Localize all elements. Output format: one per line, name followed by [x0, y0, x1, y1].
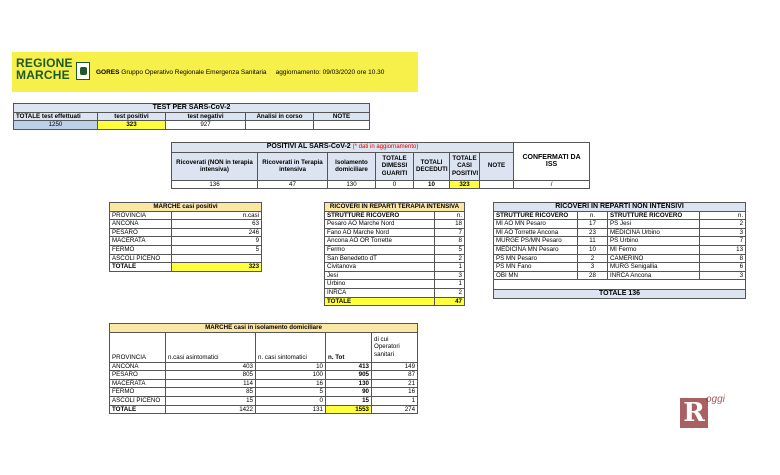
iso-total-tot: 1553 [326, 405, 372, 414]
ni-a: MURGE PS/MN Pesaro [494, 237, 578, 246]
ni-b: MI Fermo [608, 245, 700, 254]
val-ricoverati-non-ti: 136 [172, 180, 258, 189]
table-row [494, 245, 746, 254]
ti-val: 7 [435, 228, 465, 237]
val-note-pos [480, 180, 514, 189]
val-confermati: / [514, 180, 590, 189]
table-row [494, 237, 746, 246]
positivi-title: POSITIVI AL SARS-CoV-2 [266, 143, 351, 150]
ni-b: PS Jesi [608, 220, 700, 229]
val-dimessi: 0 [376, 180, 414, 189]
ni-an: 2 [578, 254, 608, 263]
iso-sint: 100 [256, 371, 326, 380]
regione-emblem-icon [76, 62, 90, 80]
th-ricoverati-non-ti: Ricoverati (NON in terapia intensiva) [172, 152, 258, 180]
ni-bn: 6 [700, 263, 746, 272]
iso-name: ANCONA [110, 362, 166, 371]
iso-tot: 90 [326, 388, 372, 397]
val-casi-positivi: 323 [450, 180, 480, 189]
table-row [494, 228, 746, 237]
ni-a: PS MN Fano [494, 263, 578, 272]
cp-val: 246 [172, 228, 262, 237]
th-test-negativi: test negativi [166, 112, 246, 121]
ni-bn: 3 [700, 228, 746, 237]
ti-total-value: 47 [435, 297, 465, 306]
table-row [110, 362, 418, 371]
cp-total-value: 323 [172, 263, 262, 272]
th-confermati: CONFERMATI DA ISS [514, 143, 590, 181]
update-value: 09/03/2020 ore 10.30 [322, 69, 385, 76]
iso-sint: 16 [256, 379, 326, 388]
ti-name: Civitanova [325, 263, 435, 272]
cp-val: 9 [172, 237, 262, 246]
ni-a: PS MN Pesaro [494, 254, 578, 263]
logo-line-1: REGIONE [16, 56, 73, 70]
ni-an: 17 [578, 220, 608, 229]
val-test-positivi: 323 [98, 121, 166, 130]
ti-title: RICOVERI IN REPARTI TERAPIA INTENSIVA [325, 203, 465, 212]
casi-positivi-title: MARCHE casi positivi [110, 203, 262, 212]
regione-marche-logo [16, 56, 90, 88]
table-row [110, 379, 418, 388]
iso-op: 16 [372, 388, 418, 397]
cp-prov: ASCOLI PICENO [110, 254, 172, 263]
ti-name: Fano AO Marche Nord [325, 228, 435, 237]
ti-name: Fermo [325, 245, 435, 254]
table-row [494, 271, 746, 280]
ti-val: 1 [435, 280, 465, 289]
iso-name: PESARO [110, 371, 166, 380]
ti-name: Pesaro AO Marche Nord [325, 220, 435, 229]
test-table [13, 103, 370, 130]
iso-name: FERMO [110, 388, 166, 397]
table-row [110, 371, 418, 380]
iso-total-op: 274 [372, 405, 418, 414]
ti-col-strutture: STRUTTURE RICOVERO [325, 211, 435, 220]
table-row [110, 220, 262, 229]
iso-op: 21 [372, 379, 418, 388]
iso-op: 1 [372, 396, 418, 405]
table-row [110, 396, 418, 405]
iso-col-sint: n. casi sintomatici [256, 332, 326, 362]
ni-an: 3 [578, 263, 608, 272]
ti-total-label: TOTALE [325, 297, 435, 306]
table-row [325, 254, 465, 263]
table-row [110, 388, 418, 397]
th-totale-test: TOTALE test effettuati [14, 112, 98, 121]
cp-val: 5 [172, 245, 262, 254]
th-isolamento: Isolamento domiciliare [328, 152, 376, 180]
ni-a: MEDICINA MN Pesaro [494, 245, 578, 254]
table-row [110, 254, 262, 263]
table-row [325, 288, 465, 297]
ni-b: CAMERINO [608, 254, 700, 263]
table-row [325, 271, 465, 280]
cp-prov: PESARO [110, 228, 172, 237]
ti-name: San Benedetto dT [325, 254, 435, 263]
cp-prov: ANCONA [110, 220, 172, 229]
ti-name: INRCA [325, 288, 435, 297]
iso-col-provincia: PROVINCIA [110, 332, 166, 362]
table-row [325, 263, 465, 272]
ti-val: 1 [435, 263, 465, 272]
terapia-intensiva-table [324, 202, 465, 306]
iso-col-tot: n. Tot [326, 332, 372, 362]
th-casi-positivi: TOTALE CASI POSITIVI [450, 152, 480, 180]
ni-a: MI AO MN Pesaro [494, 220, 578, 229]
iso-sint: 0 [256, 396, 326, 405]
table-row [325, 228, 465, 237]
ni-title: RICOVERI IN REPARTI NON INTENSIVI [494, 203, 746, 212]
table-row [325, 280, 465, 289]
th-deceduti: TOTALI DECEDUTI [414, 152, 450, 180]
iso-asint: 114 [166, 379, 256, 388]
ni-col-n-a: n. [578, 211, 608, 220]
ni-b: MURG Senigallia [608, 263, 700, 272]
cp-val [172, 254, 262, 263]
ni-a: MI AO Torrette Ancona [494, 228, 578, 237]
cp-prov: FERMO [110, 245, 172, 254]
iso-col-op: di cui Operatori sanitari [372, 332, 418, 362]
iso-sint: 5 [256, 388, 326, 397]
val-analisi [246, 121, 314, 130]
ni-b: MEDICINA Urbino [608, 228, 700, 237]
test-table-title: TEST PER SARS-CoV-2 [14, 104, 370, 113]
ni-an: 28 [578, 271, 608, 280]
table-row [325, 237, 465, 246]
ni-an: 11 [578, 237, 608, 246]
ni-bn: 3 [700, 271, 746, 280]
iso-tot: 130 [326, 379, 372, 388]
ti-val: 8 [435, 237, 465, 246]
cp-prov: MACERATA [110, 237, 172, 246]
val-deceduti: 10 [414, 180, 450, 189]
iso-asint: 403 [166, 362, 256, 371]
casi-positivi-table [109, 202, 262, 272]
iso-op: 87 [372, 371, 418, 380]
table-row [325, 245, 465, 254]
iso-tot: 905 [326, 371, 372, 380]
ni-bn: 13 [700, 245, 746, 254]
iso-tot: 413 [326, 362, 372, 371]
isolamento-table [109, 323, 418, 414]
th-note: NOTE [314, 112, 370, 121]
table-row [494, 254, 746, 263]
iso-name: MACERATA [110, 379, 166, 388]
watermark-letter: R [680, 398, 708, 428]
ti-name: Jesi [325, 271, 435, 280]
iso-total-sint: 131 [256, 405, 326, 414]
ti-val: 18 [435, 220, 465, 229]
table-row [494, 263, 746, 272]
ni-b: INRCA Ancona [608, 271, 700, 280]
iso-total-asint: 1422 [166, 405, 256, 414]
org-name: GORES [96, 69, 120, 76]
non-intensivi-table [493, 202, 746, 299]
th-note-pos: NOTE [480, 152, 514, 180]
update-label: aggiornamento: [275, 69, 321, 76]
roggi-watermark [676, 392, 730, 440]
watermark-sup: oggi [706, 394, 725, 405]
ni-b: PS Urbino [608, 237, 700, 246]
table-row [494, 220, 746, 229]
ni-col-strutture-b: STRUTTURE RICOVERO [608, 211, 700, 220]
ti-val: 5 [435, 245, 465, 254]
positivi-table [171, 142, 590, 189]
ni-col-strutture-a: STRUTTURE RICOVERO [494, 211, 578, 220]
ni-total: TOTALE 136 [494, 290, 746, 299]
iso-asint: 85 [166, 388, 256, 397]
iso-total-name: TOTALE [110, 405, 166, 414]
org-desc: Gruppo Operativo Regionale Emergenza Sanitaria [121, 69, 267, 76]
ni-bn: 2 [700, 220, 746, 229]
iso-asint: 15 [166, 396, 256, 405]
table-row [325, 220, 465, 229]
cp-col-provincia: PROVINCIA [110, 211, 172, 220]
val-ricoverati-ti: 47 [258, 180, 328, 189]
iso-tot: 15 [326, 396, 372, 405]
th-test-positivi: test positivi [98, 112, 166, 121]
iso-col-asint: n.casi asintomatici [166, 332, 256, 362]
positivi-title-note: (* dati in aggiornamento) [352, 144, 419, 150]
val-isolamento: 130 [328, 180, 376, 189]
header-banner [12, 52, 418, 92]
logo-line-2: MARCHE [16, 68, 70, 82]
iso-sint: 10 [256, 362, 326, 371]
iso-name: ASCOLI PICENO [110, 396, 166, 405]
iso-asint: 805 [166, 371, 256, 380]
table-row [110, 245, 262, 254]
iso-title: MARCHE casi in isolamento domiciliare [110, 324, 418, 333]
th-ricoverati-ti: Ricoverati in Terapia intensiva [258, 152, 328, 180]
val-test-negativi: 927 [166, 121, 246, 130]
iso-op: 149 [372, 362, 418, 371]
th-dimessi: TOTALE DIMESSI GUARITI [376, 152, 414, 180]
cp-total-label: TOTALE [110, 263, 172, 272]
th-analisi: Analisi in corso [246, 112, 314, 121]
table-row [110, 237, 262, 246]
ti-val: 3 [435, 271, 465, 280]
cp-val: 63 [172, 220, 262, 229]
ti-col-n: n. [435, 211, 465, 220]
table-row [110, 228, 262, 237]
val-note [314, 121, 370, 130]
ni-bn: 7 [700, 237, 746, 246]
ni-col-n-b: n. [700, 211, 746, 220]
ti-name: Ancona AO OR Torrette [325, 237, 435, 246]
ti-val: 2 [435, 288, 465, 297]
ni-bn: 8 [700, 254, 746, 263]
ti-val: 2 [435, 254, 465, 263]
ni-an: 23 [578, 228, 608, 237]
header-info [96, 69, 384, 76]
val-totale-test: 1250 [14, 121, 98, 130]
ni-an: 10 [578, 245, 608, 254]
cp-col-ncasi: n.casi [172, 211, 262, 220]
ni-a: OBI MN [494, 271, 578, 280]
ti-name: Urbino [325, 280, 435, 289]
